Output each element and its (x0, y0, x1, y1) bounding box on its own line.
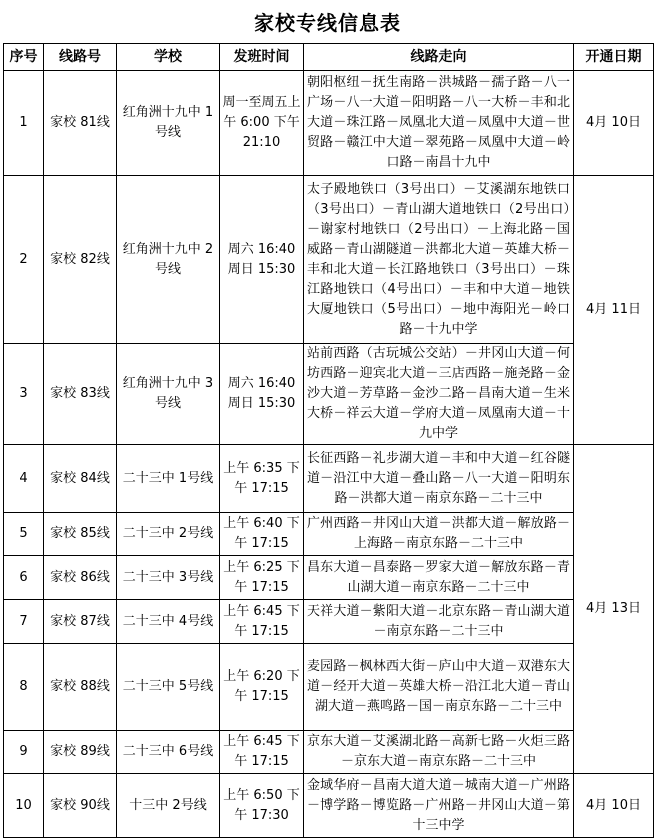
shuttle-table (3, 43, 654, 838)
cell-date: 4月 13日 (574, 445, 654, 774)
cell-date: 4月 10日 (574, 71, 654, 176)
cell-seq: 1 (4, 71, 44, 176)
cell-route: 京东大道－艾溪湖北路－高新七路－火炬三路－京东大道－南京东路－二十三中 (304, 731, 574, 774)
cell-route: 太子殿地铁口（3号出口）－艾溪湖东地铁口（3号出口）－青山湖大道地铁口（2号出口）－谢家村地铁口（2号出口）－上海北路－国威路－青山湖隧道－洪都北大道－英雄大桥－丰和北大道－长江路地铁口（3号出口）－珠江路地铁口（4号出口）－丰和中大道－地铁大厦地铁口（5号出口）－地中海阳光－岭口路－十九中学 (304, 176, 574, 344)
cell-school: 二十三中 4号线 (117, 600, 220, 644)
header-time: 发班时间 (220, 44, 304, 71)
cell-time: 上午 6:50 下午 17:30 (220, 774, 304, 838)
cell-line: 家校 82线 (44, 176, 117, 344)
cell-school: 二十三中 5号线 (117, 644, 220, 731)
cell-route: 天祥大道－紫阳大道－北京东路－青山湖大道－南京东路－二十三中 (304, 600, 574, 644)
cell-line: 家校 85线 (44, 513, 117, 556)
cell-seq: 10 (4, 774, 44, 838)
table-row (4, 600, 654, 644)
cell-date: 4月 11日 (574, 176, 654, 445)
cell-route: 朝阳枢纽－抚生南路－洪城路－孺子路－八一广场－八一大道－阳明路－八一大桥－丰和北大道－珠江路－凤凰北大道－凤凰中大道－世贸路－赣江中大道－翠苑路－凤凰中大道－岭口路－南昌十九中 (304, 71, 574, 176)
header-line: 线路号 (44, 44, 117, 71)
table-row (4, 644, 654, 731)
cell-seq: 8 (4, 644, 44, 731)
cell-line: 家校 81线 (44, 71, 117, 176)
table-header-row (4, 44, 654, 71)
table-row (4, 71, 654, 176)
cell-time: 上午 6:25 下午 17:15 (220, 556, 304, 600)
cell-time: 上午 6:40 下午 17:15 (220, 513, 304, 556)
header-seq: 序号 (4, 44, 44, 71)
cell-line: 家校 87线 (44, 600, 117, 644)
cell-time: 周六 16:40 周日 15:30 (220, 344, 304, 445)
page-title: 家校专线信息表 (254, 10, 401, 35)
cell-line: 家校 90线 (44, 774, 117, 838)
cell-school: 二十三中 3号线 (117, 556, 220, 600)
header-date: 开通日期 (574, 44, 654, 71)
cell-date: 4月 10日 (574, 774, 654, 838)
cell-route: 广州西路－井冈山大道－洪都大道－解放路－上海路－南京东路－二十三中 (304, 513, 574, 556)
cell-time: 周一至周五上午 6:00 下午 21:10 (220, 71, 304, 176)
cell-route: 麦园路－枫林西大街－庐山中大道－双港东大道－经开大道－英雄大桥－沿江北大道－青山湖大道－燕鸣路－国－南京东路－二十三中 (304, 644, 574, 731)
cell-seq: 2 (4, 176, 44, 344)
cell-seq: 3 (4, 344, 44, 445)
cell-route: 长征西路－礼步湖大道－丰和中大道－红谷隧道－沿江中大道－叠山路－八一大道－阳明东路－洪都大道－南京东路－二十三中 (304, 445, 574, 513)
table-row (4, 513, 654, 556)
cell-seq: 9 (4, 731, 44, 774)
table-row (4, 731, 654, 774)
cell-school: 二十三中 2号线 (117, 513, 220, 556)
cell-seq: 7 (4, 600, 44, 644)
table-row (4, 774, 654, 838)
table-row (4, 445, 654, 513)
cell-line: 家校 89线 (44, 731, 117, 774)
cell-route: 昌东大道－昌泰路－罗家大道－解放东路－青山湖大道－南京东路－二十三中 (304, 556, 574, 600)
table-row (4, 176, 654, 344)
cell-time: 上午 6:35 下午 17:15 (220, 445, 304, 513)
cell-seq: 6 (4, 556, 44, 600)
table-row (4, 344, 654, 445)
cell-time: 上午 6:45 下午 17:15 (220, 600, 304, 644)
cell-school: 二十三中 6号线 (117, 731, 220, 774)
cell-time: 上午 6:20 下午 17:15 (220, 644, 304, 731)
cell-route: 站前西路（古玩城公交站）－井冈山大道－何坊西路－迎宾北大道－三店西路－施尧路－金沙大道－芳草路－金沙二路－昌南大道－生米大桥－祥云大道－学府大道－凤凰南大道－十九中学 (304, 344, 574, 445)
cell-route: 金域华府－昌南大道大道－城南大道－广州路－博学路－博览路－广州路－井冈山大道－第十三中学 (304, 774, 574, 838)
header-route: 线路走向 (304, 44, 574, 71)
cell-time: 周六 16:40 周日 15:30 (220, 176, 304, 344)
cell-school: 十三中 2号线 (117, 774, 220, 838)
cell-school: 红角洲十九中 2号线 (117, 176, 220, 344)
cell-school: 红角洲十九中 1号线 (117, 71, 220, 176)
cell-seq: 5 (4, 513, 44, 556)
cell-school: 红角洲十九中 3号线 (117, 344, 220, 445)
cell-school: 二十三中 1号线 (117, 445, 220, 513)
cell-seq: 4 (4, 445, 44, 513)
header-school: 学校 (117, 44, 220, 71)
cell-time: 上午 6:45 下午 17:15 (220, 731, 304, 774)
table-row (4, 556, 654, 600)
cell-line: 家校 88线 (44, 644, 117, 731)
cell-line: 家校 83线 (44, 344, 117, 445)
cell-line: 家校 84线 (44, 445, 117, 513)
cell-line: 家校 86线 (44, 556, 117, 600)
